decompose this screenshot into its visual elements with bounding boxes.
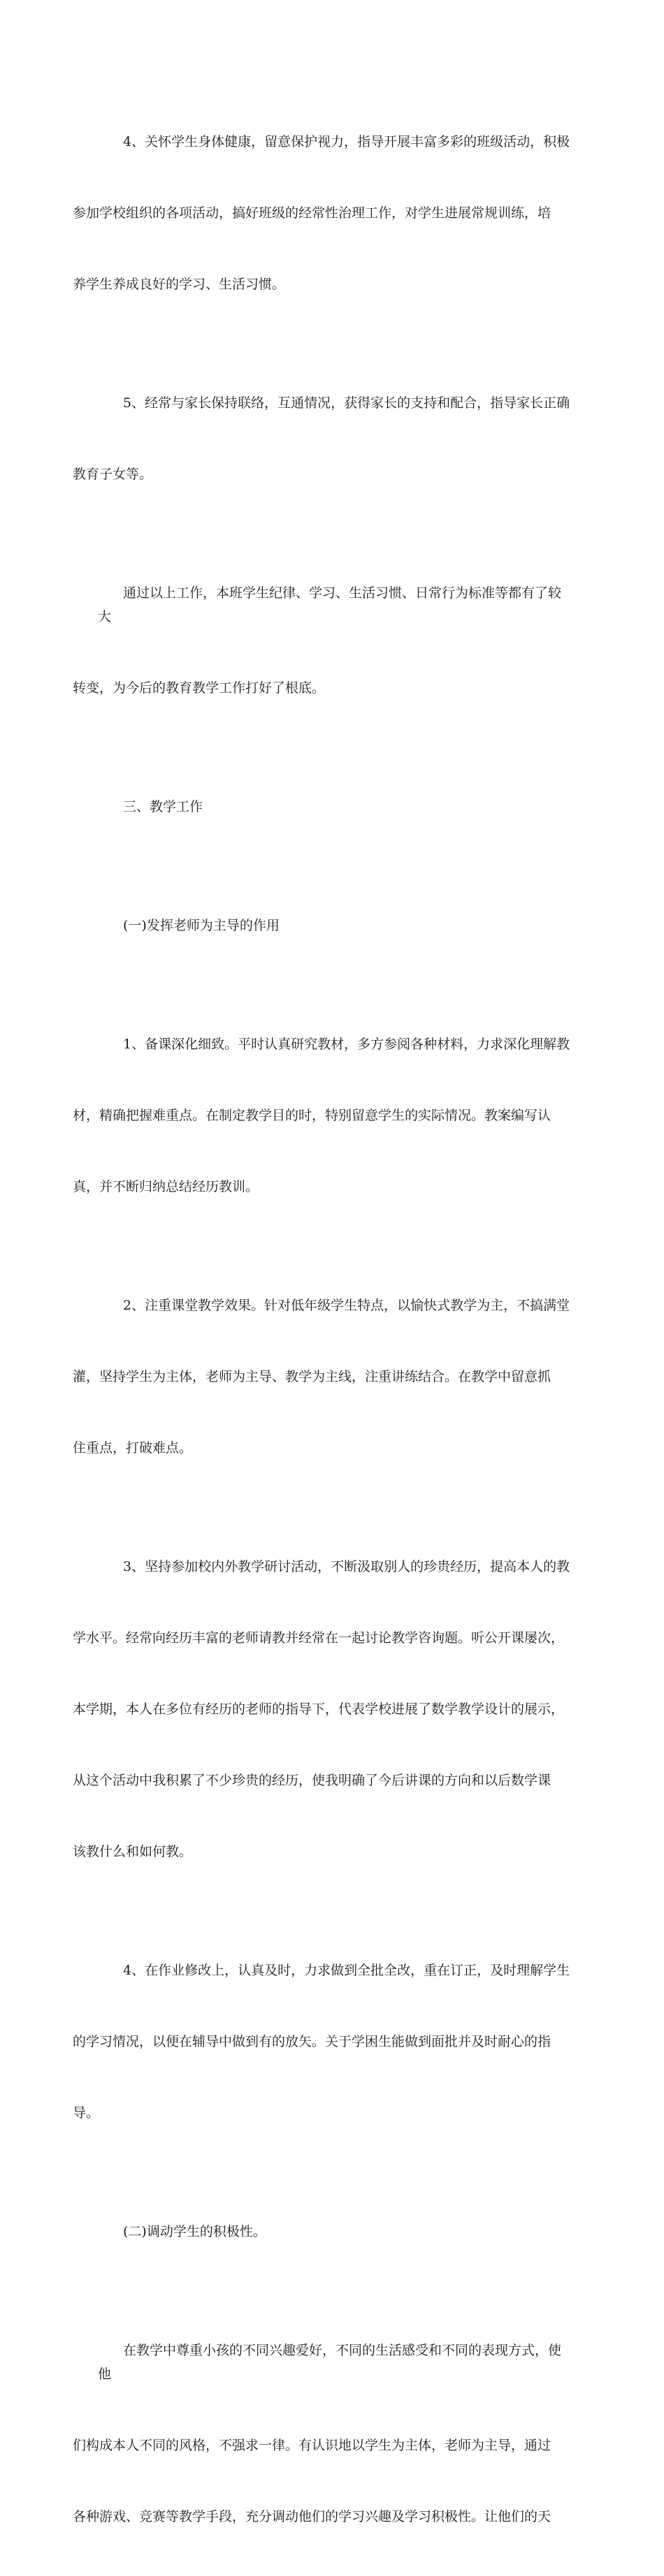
text-line: 导。: [73, 2105, 100, 2121]
text-line: 各种游戏、竞赛等教学手段，充分调动他们的学习兴趣及学习积极性。让他们的天: [73, 2509, 551, 2524]
paragraph-respect-interests: [73, 2291, 573, 2576]
text-line: 学水平。经常向经历丰富的老师请教并经常在一起讨论教学咨询题。听公开课屡次，: [73, 1630, 565, 1646]
subsection-heading-student-motivation: [98, 2172, 573, 2291]
paragraph-summary: [73, 534, 573, 747]
paragraph-classroom-effect: [73, 1246, 573, 1507]
text-line: 4、关怀学生身体健康，留意保护视力，指导开展丰富多彩的班级活动，积极: [123, 134, 570, 149]
document-body: [73, 82, 573, 2576]
text-line: 该教什么和如何教。: [73, 1844, 193, 1859]
heading-text: (二)调动学生的积极性。: [123, 2224, 266, 2239]
heading-text: 三、教学工作: [123, 799, 203, 814]
text-line: 在教学中尊重小孩的不同兴趣爱好，不同的生活感受和不同的表现方式，使他: [98, 2343, 562, 2382]
paragraph-care-students-health: [73, 82, 573, 344]
paragraph-lesson-preparation: [73, 985, 573, 1246]
text-line: 从这个活动中我积累了不少珍贵的经历，使我明确了今后讲课的方向和以后数学课: [73, 1773, 551, 1788]
text-line: 们构成本人不同的风格，不强求一律。有认识地以学生为主体，老师为主导，通过: [73, 2438, 551, 2453]
section-heading-teaching-work: [98, 747, 573, 866]
text-line: 的学习情况，以便在辅导中做到有的放矢。关于学困生能做到面批并及时耐心的指: [73, 2034, 551, 2049]
text-line: 4、在作业修改上，认真及时，力求做到全批全改，重在订正，及时理解学生: [123, 1963, 570, 1978]
text-line: 教育子女等。: [73, 467, 153, 482]
text-line: 参加学校组织的各项活动，搞好班级的经常性治理工作，对学生进展常规训练，培: [73, 205, 551, 221]
text-line: 住重点，打破难点。: [73, 1440, 193, 1456]
text-line: 灌，坚持学生为主体，老师为主导、教学为主线，注重讲练结合。在教学中留意抓: [73, 1369, 551, 1384]
text-line: 养学生养成良好的学习、生活习惯。: [73, 277, 286, 292]
text-line: 材，精确把握难重点。在制定教学目的时，特别留意学生的实际情况。教案编写认: [73, 1108, 551, 1123]
subsection-heading-teacher-role: [98, 866, 573, 985]
text-line: 5、经常与家长保持联络，互通情况，获得家长的支持和配合，指导家长正确: [123, 395, 570, 411]
text-line: 1、备课深化细致。平时认真研究教材，多方参阅各种材料，力求深化理解教: [123, 1037, 570, 1052]
paragraph-teaching-research: [73, 1507, 573, 1911]
paragraph-contact-parents: [73, 344, 573, 534]
text-line: 通过以上工作，本班学生纪律、学习、生活习惯、日常行为标准等都有了较大: [98, 585, 562, 624]
paragraph-homework-correction: [73, 1911, 573, 2172]
text-line: 2、注重课堂教学效果。针对低年级学生特点，以愉快式教学为主，不搞满堂: [123, 1298, 570, 1313]
heading-text: (一)发挥老师为主导的作用: [123, 918, 280, 933]
text-line: 本学期，本人在多位有经历的老师的指导下，代表学校进展了数学教学设计的展示，: [73, 1702, 565, 1717]
text-line: 3、坚持参加校内外教学研讨活动，不断汲取别人的珍贵经历，提高本人的教: [123, 1559, 570, 1574]
text-line: 真，并不断归纳总结经历教训。: [73, 1179, 259, 1194]
text-line: 转变，为今后的教育教学工作打好了根底。: [73, 680, 326, 696]
